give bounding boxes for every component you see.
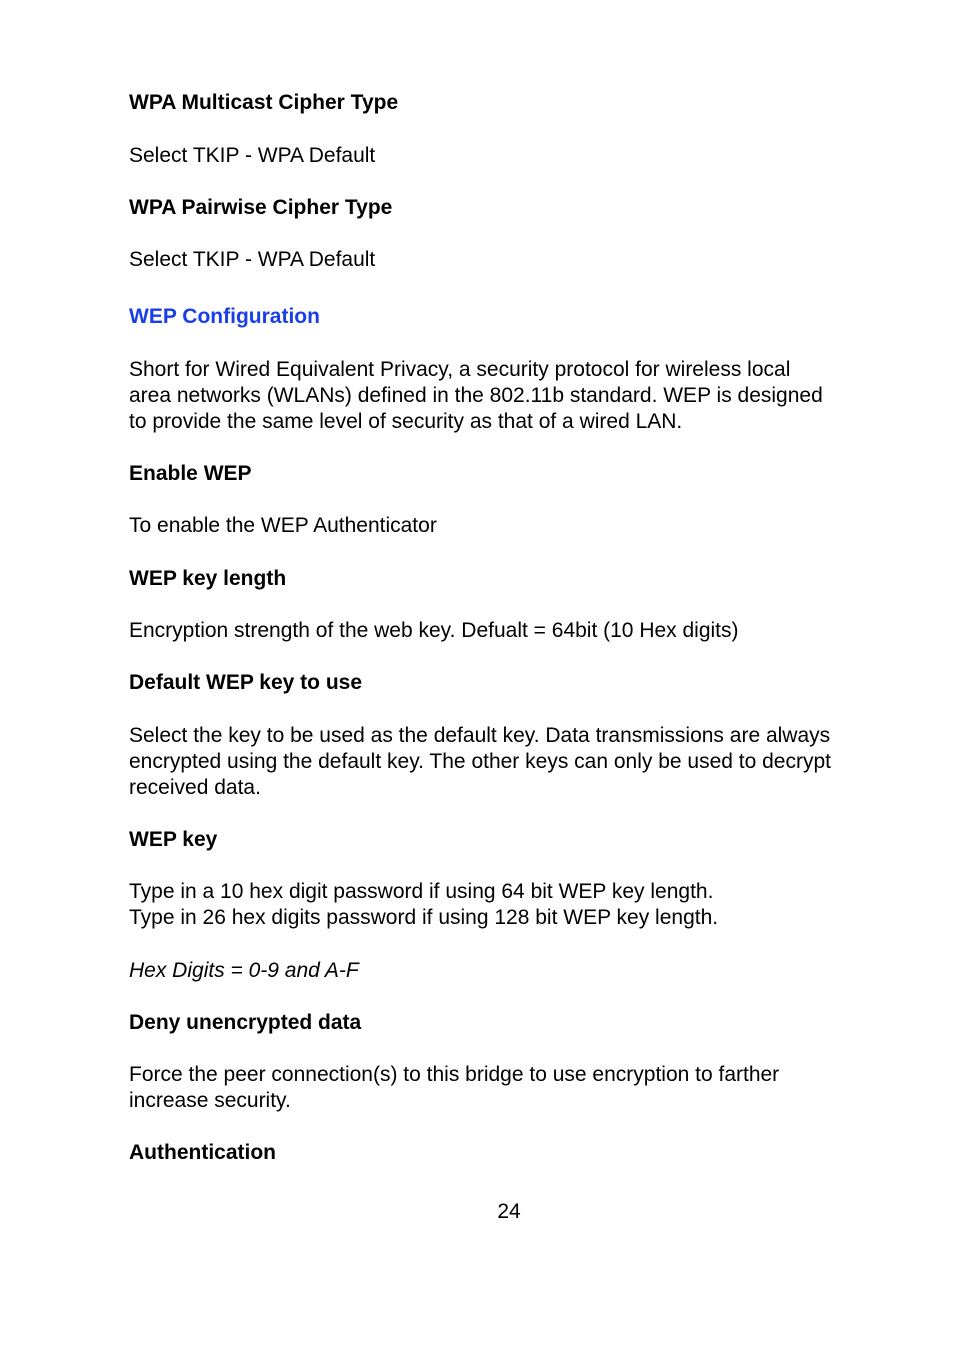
enable-wep-text: To enable the WEP Authenticator: [129, 514, 437, 537]
wep-configuration-title: WEP Configuration: [129, 305, 320, 328]
wep-configuration-line: Short for Wired Equivalent Privacy, a security protocol for wireless local: [129, 358, 791, 381]
enable-wep-heading: Enable WEP: [129, 462, 252, 485]
document-page: [129, 0, 899, 1352]
default-wep-key-heading: Default WEP key to use: [129, 671, 363, 694]
wep-configuration-line: to provide the same level of security as that of a wired LAN.: [129, 410, 683, 433]
wpa-pairwise-heading: WPA Pairwise Cipher Type: [129, 196, 393, 219]
wep-key-line: Type in a 10 hex digit password if using 64 bit WEP key length.: [129, 880, 714, 903]
default-wep-key-line: encrypted using the default key. The other keys can only be used to decrypt: [129, 750, 831, 773]
wep-key-heading: WEP key: [129, 828, 218, 851]
wpa-multicast-heading: WPA Multicast Cipher Type: [129, 91, 399, 114]
wep-key-length-text: Encryption strength of the web key. Defualt = 64bit (10 Hex digits): [129, 619, 739, 642]
wpa-pairwise-text: Select TKIP - WPA Default: [129, 248, 376, 271]
wep-key-line: Type in 26 hex digits password if using 128 bit WEP key length.: [129, 906, 719, 929]
default-wep-key-line: received data.: [129, 776, 261, 799]
deny-unencrypted-line: increase security.: [129, 1089, 291, 1112]
wpa-multicast-text: Select TKIP - WPA Default: [129, 144, 376, 167]
deny-unencrypted-heading: Deny unencrypted data: [129, 1011, 362, 1034]
hex-digits-note: Hex Digits = 0-9 and A-F: [129, 959, 359, 982]
wep-key-length-heading: WEP key length: [129, 567, 287, 590]
deny-unencrypted-line: Force the peer connection(s) to this bridge to use encryption to farther: [129, 1063, 780, 1086]
default-wep-key-line: Select the key to be used as the default key. Data transmissions are always: [129, 724, 831, 747]
page-number: 24: [497, 1200, 521, 1223]
wep-configuration-line: area networks (WLANs) defined in the 802.11b standard. WEP is designed: [129, 384, 823, 407]
authentication-heading: Authentication: [129, 1141, 276, 1164]
